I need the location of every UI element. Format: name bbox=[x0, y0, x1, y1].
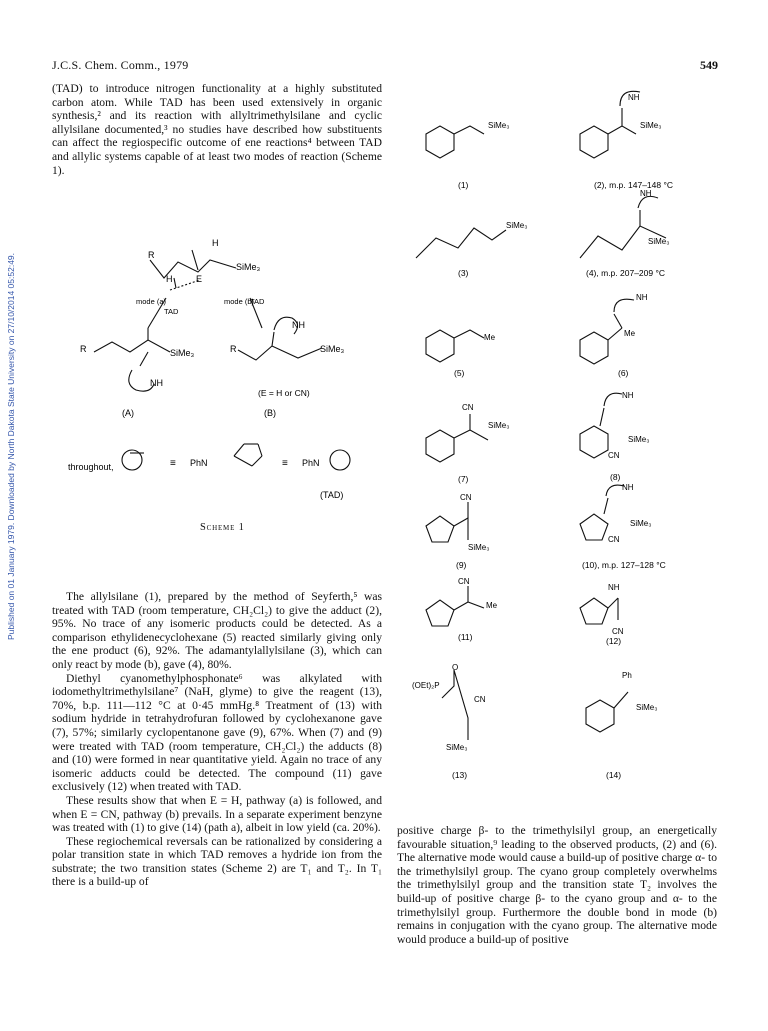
c14-ph: Ph bbox=[622, 671, 632, 680]
c13-cn: CN bbox=[474, 695, 486, 704]
c10-sime3: SiMe₃ bbox=[630, 519, 652, 528]
c11-me: Me bbox=[486, 601, 498, 610]
c11-cn: CN bbox=[458, 577, 470, 586]
c10-nh: NH bbox=[622, 483, 634, 492]
scheme-nh-b: NH bbox=[292, 320, 305, 330]
scheme-1-diagram bbox=[52, 220, 392, 520]
c3-sime3: SiMe₃ bbox=[506, 221, 528, 230]
c13-o: O bbox=[452, 663, 459, 672]
download-watermark bbox=[4, 200, 18, 640]
c9-sime3: SiMe₃ bbox=[468, 543, 490, 552]
c7-cn: CN bbox=[462, 403, 474, 412]
compound-5-label: (5) bbox=[454, 368, 465, 378]
compound-1-label: (1) bbox=[458, 180, 469, 190]
scheme-sime3-3: SiMe₃ bbox=[320, 344, 345, 354]
paragraph-1: The allylsilane (1), prepared by the method of Seyferth,⁵ was treated with TAD (room temperature, CH₂Cl₂) to give the adduct (2), 95%. No trace of any isomeric products could be detected. As a comparison ethylidenecyclohexane (5) reacted similarly giving only the ene product (6), 92%. The adamantylallylsilane (3), which can only react by mode (b), gave (4), 80%. bbox=[52, 590, 382, 671]
label-B: (B) bbox=[264, 408, 276, 418]
intro-paragraph bbox=[52, 82, 382, 177]
compound-structures bbox=[396, 78, 716, 798]
c14-sime3: SiMe₃ bbox=[636, 703, 658, 712]
scheme-e1: E bbox=[196, 274, 203, 284]
scheme-r3: R bbox=[230, 344, 237, 354]
intro-text: (TAD) to introduce nitrogen functionality at a highly substituted carbon atom. While TAD has been used extensively in organic synthesis,² and its reaction with allyltrimethylsilane and cyclic allylsilane documented,³ no studies have described how substituents can affect the regiospecific outcome of ene reactions⁴ between TAD and allylic systems capable of at least two modes of reaction (Scheme 1). bbox=[52, 82, 382, 177]
c9-cn: CN bbox=[460, 493, 472, 502]
svg-text:≡: ≡ bbox=[282, 458, 288, 469]
c7-sime3: SiMe₃ bbox=[488, 421, 510, 430]
c10-cn: CN bbox=[608, 535, 620, 544]
c2-sime3: SiMe₃ bbox=[640, 121, 662, 130]
compound-10-label: (10), m.p. 127–128 °C bbox=[582, 560, 666, 570]
c4-nh: NH bbox=[640, 189, 652, 198]
compound-4-label: (4), m.p. 207–209 °C bbox=[586, 268, 665, 278]
c8-nh: NH bbox=[622, 391, 634, 400]
c13-oet2p: (OEt)₂P bbox=[412, 681, 440, 690]
tad-a-label: TAD bbox=[164, 307, 179, 316]
left-column-body bbox=[52, 590, 382, 889]
tad-b-label: TAD bbox=[250, 297, 265, 306]
tad-label: (TAD) bbox=[320, 490, 344, 500]
tad-phn-1: PhN bbox=[190, 458, 208, 468]
compound-6-label: (6) bbox=[618, 368, 629, 378]
e-note: (E = H or CN) bbox=[258, 388, 310, 398]
right-paragraph: positive charge β- to the trimethylsilyl group, an energetically favourable situation,⁹ leading to the observed products, (2) and (6). The alternative mode would cause a build-up of positive charge α- to the trimethylsilyl group. The cyano group completely overwhelms the trimethylsilyl group and the transition state T₂ involves the build-up of positive charge β- to the cyano group and α- to the trimethylsilyl group. Furthermore the double bond in mode (b) remains in conjugation with the cyano group. The alternative mode would produce a build-up of positive bbox=[397, 824, 717, 946]
throughout-label: throughout, bbox=[68, 462, 114, 472]
scheme-nh-a: NH bbox=[150, 378, 163, 388]
c6-nh: NH bbox=[636, 293, 648, 302]
c13-sime3: SiMe₃ bbox=[446, 743, 468, 752]
watermark-text: Published on 01 January 1979. Downloaded by North Dakota State University on 27/10/2014 05:52:49. bbox=[6, 252, 16, 640]
compound-2-label: (2), m.p. 147–148 °C bbox=[594, 180, 673, 190]
scheme-sime3-2: SiMe₃ bbox=[170, 348, 195, 358]
paragraph-3: These results show that when E = H, pathway (a) is followed, and when E = CN, pathway (b) prevails. In a separate experiment benzyne was treated with (1) to give (14) (path a), albeit in low yield (ca. 20%). bbox=[52, 793, 382, 835]
c6-me: Me bbox=[624, 329, 636, 338]
scheme-r2: R bbox=[80, 344, 87, 354]
compound-12-label: (12) bbox=[606, 636, 622, 646]
journal-header: J.C.S. Chem. Comm., 1979 bbox=[52, 58, 189, 72]
c2-nh: NH bbox=[628, 93, 640, 102]
c4-sime3: SiMe₃ bbox=[648, 237, 670, 246]
compound-13-label: (13) bbox=[452, 770, 468, 780]
c8-sime3: SiMe₃ bbox=[628, 435, 650, 444]
tad-phn-2: PhN bbox=[302, 458, 320, 468]
compound-8-label: (8) bbox=[610, 472, 621, 482]
scheme-sime3-1: SiMe₃ bbox=[236, 262, 261, 272]
c8-cn: CN bbox=[608, 451, 620, 460]
paragraph-2: Diethyl cyanomethylphosphonate⁶ was alkylated with iodomethyltrimethylsilane⁷ (NaH, glyme) to give the reagent (13), 70%, b.p. 111—112 °C at 0·45 mmHg.⁸ Treatment of (13) with sodium hydride in tetrahydrofuran followed by cyclohexanone gave (7), 57%; similarly cyclopentanone gave (9), 67%. When (7) and (9) were treated with TAD (room temperature, CH₂Cl₂) the adducts (8) and (10) were formed in near quantitative yield. Again no trace of any isomeric adducts could be detected. The compound (11) gave exclusively (12) when treated with TAD. bbox=[52, 671, 382, 794]
page-number: 549 bbox=[700, 58, 718, 72]
svg-text:≡: ≡ bbox=[170, 458, 176, 469]
scheme-r1: R bbox=[148, 250, 155, 260]
paragraph-4: These regiochemical reversals can be rationalized by considering a polar transition state in which TAD removes a hydride ion from the substrate; the two transition states (Scheme 2) are T₁ and T₂. In T₁ there is a build-up of bbox=[52, 834, 382, 889]
c5-me: Me bbox=[484, 333, 496, 342]
c12-cn: CN bbox=[612, 627, 624, 636]
mode-a-label: mode (a) bbox=[136, 297, 167, 306]
scheme-h2: H bbox=[166, 274, 173, 284]
scheme-h1: H bbox=[212, 238, 219, 248]
scheme-caption: Scheme 1 bbox=[200, 522, 245, 533]
c12-nh: NH bbox=[608, 583, 620, 592]
compound-14-label: (14) bbox=[606, 770, 622, 780]
mode-b-label: mode (b) bbox=[224, 297, 255, 306]
label-A: (A) bbox=[122, 408, 134, 418]
compound-9-label: (9) bbox=[456, 560, 467, 570]
compound-3-label: (3) bbox=[458, 268, 469, 278]
compound-11-label: (11) bbox=[458, 632, 473, 642]
compound-7-label: (7) bbox=[458, 474, 469, 484]
right-column-body bbox=[397, 824, 717, 946]
c1-sime3: SiMe₃ bbox=[488, 121, 510, 130]
